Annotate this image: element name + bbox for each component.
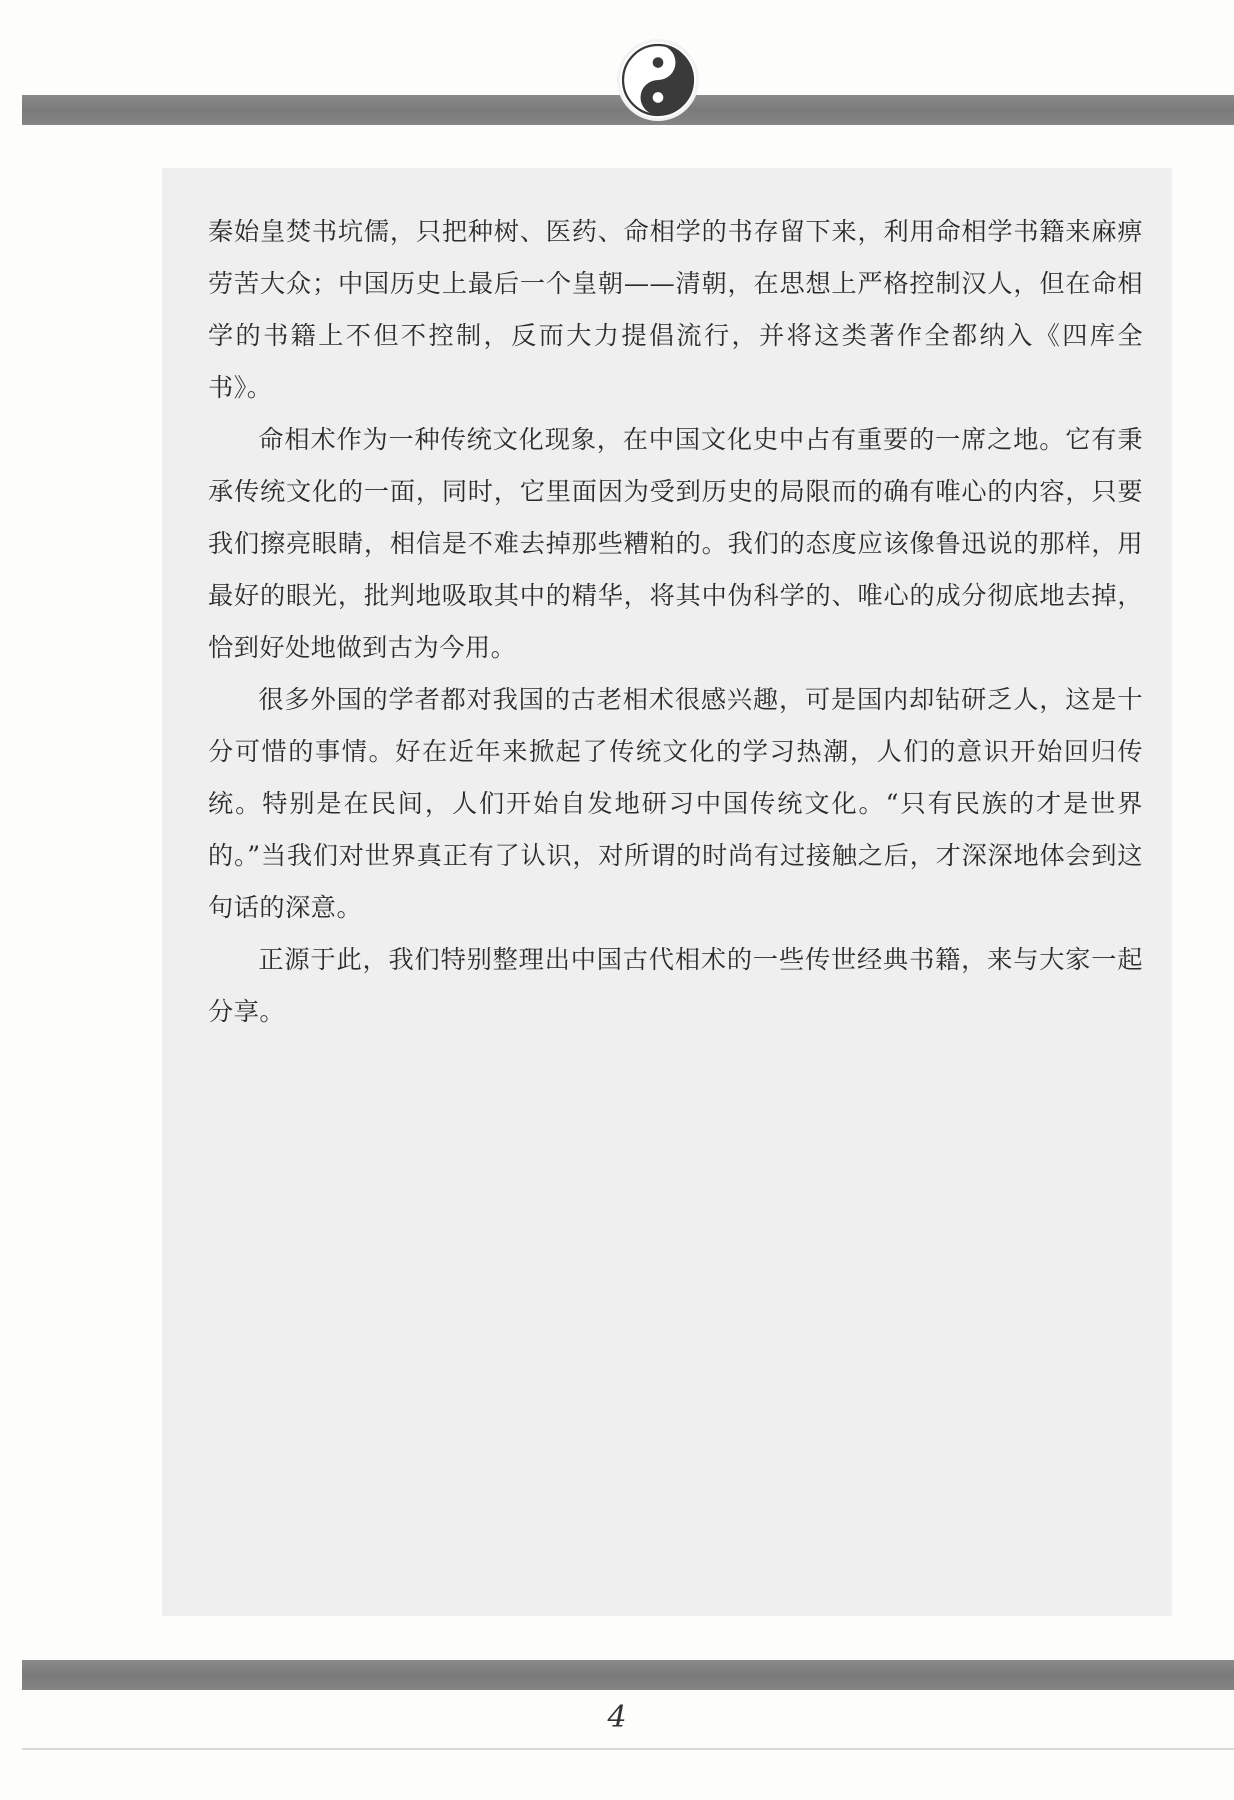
paragraph: 正源于此，我们特别整理出中国古代相术的一些传世经典书籍，来与大家一起分享。 [208,945,1143,1026]
footer-band [22,1660,1234,1690]
body-text [208,206,1143,1038]
paragraph: 很多外国的学者都对我国的古老相术很感兴趣，可是国内却钻研乏人，这是十分可惜的事情。好在近年来掀起了传统文化的学习热潮，人们的意识开始回归传统。特别是在民间，人们开始自发地研习中国传统文化。“只有民族的才是世界的。”当我们对世界真正有了认识，对所谓的时尚有过接触之后，才深深地体会到这句话的深意。 [208,685,1143,922]
footer-rule [22,1748,1234,1750]
page-number: 4 [607,1700,627,1735]
paragraph: 命相术作为一种传统文化现象，在中国文化史中占有重要的一席之地。它有秉承传统文化的一面，同时，它里面因为受到历史的局限而的确有唯心的内容，只要我们擦亮眼睛，相信是不难去掉那些糟粕的。我们的态度应该像鲁迅说的那样，用最好的眼光，批判地吸取其中的精华，将其中伪科学的、唯心的成分彻底地去掉，恰到好处地做到古为今用。 [208,425,1143,662]
yin-yang-icon [620,42,696,118]
paragraph: 秦始皇焚书坑儒，只把种树、医药、命相学的书存留下来，利用命相学书籍来麻痹劳苦大众；中国历史上最后一个皇朝——清朝，在思想上严格控制汉人，但在命相学的书籍上不但不控制，反而大力提倡流行，并将这类著作全都纳入《四库全书》。 [208,217,1143,402]
